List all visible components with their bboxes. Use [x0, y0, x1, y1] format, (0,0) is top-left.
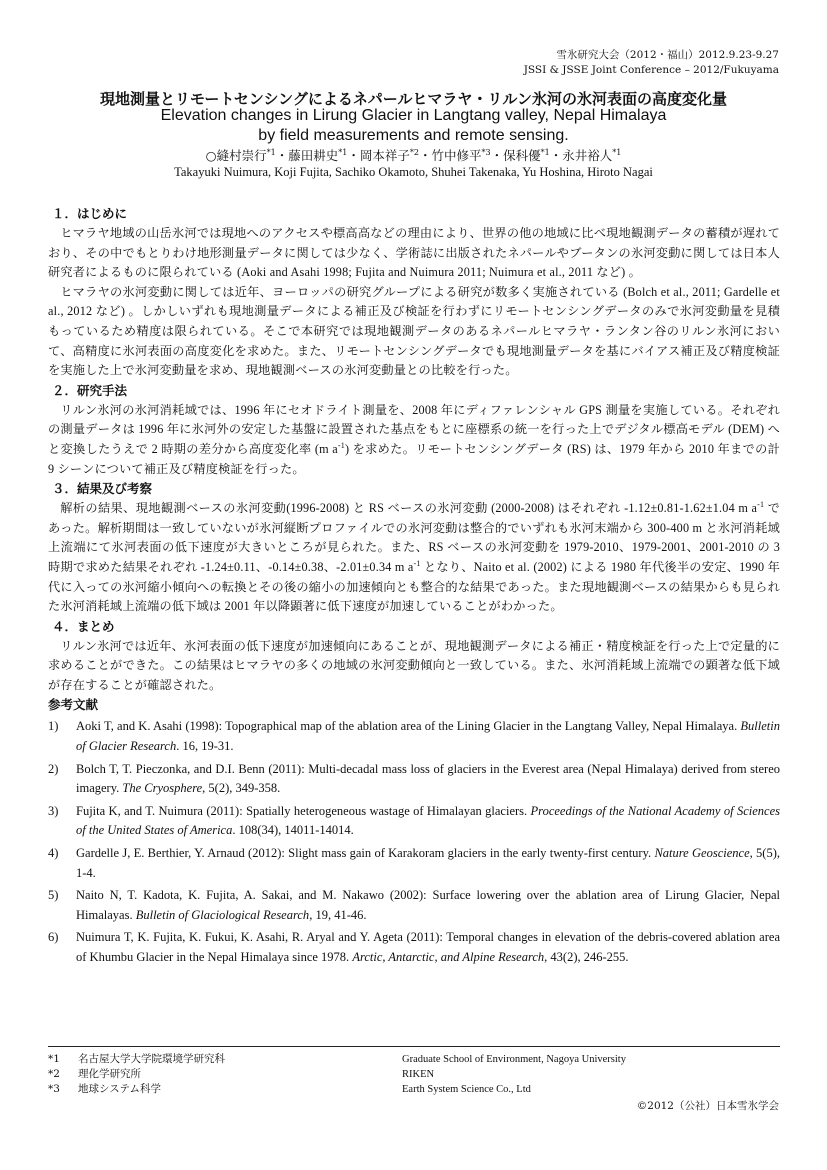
reference-item	[48, 802, 780, 841]
footnote-mark: *3	[48, 1083, 60, 1095]
author-name: 藤田耕史	[288, 148, 339, 163]
footnote-mark: *2	[48, 1068, 60, 1080]
copyright-notice: ©2012（公社）日本雪氷学会	[636, 1100, 779, 1112]
unit-superscript: -1	[337, 440, 345, 450]
author-affiliation-mark: *1	[338, 147, 348, 157]
references-heading: 参考文献	[48, 697, 99, 713]
reference-journal: The Cryosphere	[122, 781, 203, 796]
reference-text: Bolch T, T. Pieczonka, and D.I. Benn (2011): Multi-decadal mass loss of glaciers in the Everest area (Nepal Himalaya) derived from stereo imagery.	[76, 761, 780, 796]
reference-item	[48, 844, 780, 883]
footnote-affiliation-en: RIKEN	[402, 1069, 435, 1080]
reference-journal: Nature Geoscience	[654, 846, 750, 861]
footnote-affiliation-ja: 名古屋大学大学院環境学研究科	[78, 1053, 225, 1065]
reference-details: , 19, 41-46.	[309, 907, 367, 922]
paper-body	[48, 204, 780, 971]
reference-number: 6)	[48, 930, 59, 945]
results-text-a: 解析の結果、現地観測ベースの氷河変動(1996-2008) と RS ベースの氷河変動 (2000-2008) はそれぞれ -1.12±0.81-1.62±1.04 m a	[60, 501, 758, 516]
conference-line-en: JSSI & JSSE Joint Conference – 2012/Fukuyama	[523, 64, 779, 76]
footnote-mark: *1	[48, 1053, 60, 1065]
reference-journal: Proceedings of the National Academy of Sciences of the United States of America	[76, 803, 780, 838]
reference-journal: Arctic, Antarctic, and Alpine Research	[352, 950, 545, 964]
intro-paragraph-1: ヒマラヤ地域の山岳氷河では現地へのアクセスや標高高などの理由により、世界の他の地域に比べ現地観測データの蓄積が遅れており、その中でもとりわけ地形測量データに関しては少なく、学術誌に出版されたネパールやブータンの氷河変動に関しては日本人研究者によるものに限られている (Aoki and Asahi 1998; Fujita and Nuimura 2011; Nuimura et al., 2011 など) 。	[48, 226, 780, 280]
authors-english: Takayuki Nuimura, Koji Fujita, Sachiko Okamoto, Shuhei Takenaka, Yu Hoshina, Hiroto Nagai	[174, 165, 653, 179]
title-japanese: 現地測量とリモートセンシングによるネパールヒマラヤ・リルン氷河の氷河表面の高度変化量	[99, 90, 728, 108]
section-heading-summary: ４．まとめ	[52, 618, 115, 634]
footnote-row	[48, 1052, 780, 1067]
reference-number: 4)	[48, 846, 59, 861]
author-affiliation-mark: *1	[612, 147, 622, 157]
reference-journal: Bulletin of Glaciological Research	[135, 907, 310, 922]
affiliation-footnotes	[48, 1052, 780, 1097]
reference-text: Gardelle J, E. Berthier, Y. Arnaud (2012): Slight mass gain of Karakoram glaciers in the early twenty-first century.	[76, 846, 655, 861]
footnote-affiliation-ja: 地球システム科学	[78, 1083, 161, 1095]
reference-text: Nuimura T, K. Fujita, K. Fukui, K. Asahi, R. Aryal and Y. Ageta (2011): Temporal changes in elevation of the debris-covered ablation area of Khumbu Glacier in the Nepal Himalaya since 1978.	[76, 930, 780, 964]
methods-text-b: ) を求めた。リモートセンシングデータ (RS) は、1979 年から 2010 年までの計 9 シーンについて補正及び精度検証を行った。	[48, 441, 780, 476]
footnote-row	[48, 1082, 780, 1097]
unit-superscript: -1	[413, 558, 421, 568]
title-english-line1: Elevation changes in Lirung Glacier in Langtang valley, Nepal Himalaya	[160, 107, 667, 124]
author-name: 保科優	[503, 148, 541, 163]
author-affiliation-mark: *2	[409, 147, 419, 157]
reference-number: 5)	[48, 888, 59, 903]
unit-superscript: -1	[757, 500, 765, 510]
footnote-affiliation-en: Graduate School of Environment, Nagoya University	[402, 1054, 626, 1065]
section-heading-intro: １．はじめに	[52, 206, 128, 221]
reference-item	[48, 760, 780, 799]
section-heading-results: ３．結果及び考察	[52, 481, 153, 497]
footnote-affiliation-ja: 理化学研究所	[78, 1068, 141, 1080]
summary-paragraph: リルン氷河では近年、氷河表面の低下速度が加速傾向にあることが、現地観測データによる補正・精度検証を行った上で定量的に求めることができた。この結果はヒマラヤの多くの地域の氷河変動傾向と一致している。また、氷河消耗域上流端での顕著な低下域が存在することが確認された。	[48, 638, 780, 692]
footnote-affiliation-en: Earth System Science Co., Ltd	[402, 1084, 531, 1095]
reference-journal: Bulletin of Glacier Research	[76, 719, 780, 754]
methods-paragraph	[48, 401, 780, 479]
author-affiliation-mark: *3	[481, 147, 491, 157]
author-name: ○縫村崇行	[205, 148, 267, 163]
results-text-b: であった。解析期間は一致していないが氷河縦断プロファイルでの氷河変動は整合的でいずれも氷河末端から 300-400 m と氷河消耗域上流端にて氷河表面の低下速度が大きいところが見られた。また、RS ベースの氷河変動を 1979-2010、1979-2001、2001-2010 の 3 時期で求めた結果それぞれ -1.24±0.11、-0.14±0.38、-2.01±0.34 m a	[48, 501, 780, 574]
reference-text: Fujita K, and T. Nuimura (2011): Spatially heterogeneous wastage of Himalayan glaciers.	[76, 803, 531, 818]
author-name: 竹中修平	[431, 148, 482, 163]
title-english-line2: by field measurements and remote sensing.	[258, 127, 569, 144]
reference-details: , 5(5), 1-4.	[76, 846, 781, 880]
reference-number: 1)	[48, 719, 59, 734]
reference-details: , 5(2), 349-358.	[202, 781, 281, 796]
conference-line-ja: 雪氷研究大会（2012・福山）2012.9.23-9.27	[556, 49, 779, 61]
reference-details: . 16, 19-31.	[176, 739, 234, 754]
reference-item	[48, 717, 780, 756]
reference-item	[48, 886, 780, 925]
intro-paragraph-2: ヒマラヤの氷河変動に関しては近年、ヨーロッパの研究グループによる研究が数多く実施されている (Bolch et al., 2011; Gardelle et al., 2012 など) 。しかしいずれも現地測量データによる補正及び検証を行わずにリモートセンシングデータのみで氷河変動量を見積もっているため精度は限られている。そこで本研究では現地観測データのあるネパールヒマラヤ・ランタン谷のリルン氷河において、高精度に氷河表面の高度変化を求めた。また、リモートセンシングデータでも現地測量データを基にバイアス補正及び精度検証を実施した上で氷河変動量を求め、現地観測ベースの氷河変動量との比較を行った。	[48, 284, 780, 378]
reference-number: 3)	[48, 803, 59, 818]
author-name: 永井裕人	[562, 148, 613, 163]
footnote-row	[48, 1067, 780, 1082]
methods-text-a: リルン氷河の氷河消耗域では、1996 年にセオドライト測量を、2008 年にディファレンシャル GPS 測量を実施している。それぞれの測量データは 1996 年に氷河外の安定した基盤に設置された基点をもとに座標系の統一を行った上でデジタル標高モデル (DEM) へと変換したうえで 2 時期の差分から高度変化率 (m a	[48, 402, 780, 456]
author-affiliation-mark: *1	[540, 147, 550, 157]
reference-text: Aoki T, and K. Asahi (1998): Topographical map of the ablation area of the Lining Glacier in the Langtang Valley, Nepal Himalaya.	[76, 719, 741, 734]
reference-details: , 43(2), 246-255.	[544, 950, 629, 964]
authors-japanese: ○縫村崇行$^{*1}$・藤田耕史$^{*1}$・岡本祥子$^{*2}$・竹中修平$^{*3}$・保科優$^{*1}$・永井裕人$^{*1}$	[205, 147, 622, 163]
footnote-divider	[48, 1046, 780, 1047]
reference-number: 2)	[48, 761, 59, 776]
results-paragraph	[48, 499, 780, 617]
results-text-c: となり、Naito et al. (2002) による 1980 年代後半の安定、1990 年代に入っての氷河縮小傾向への転換とその後の縮小の加速傾向とも整合的な結果であった。また現地観測ベースの結果からも見られた氷河消耗域上流端の低下域は 2001 年以降顕著に低下速度が加速していることがわかった。	[48, 559, 780, 614]
author-affiliation-mark: *1	[266, 147, 276, 157]
reference-item	[48, 928, 780, 967]
conference-header	[524, 48, 779, 78]
reference-details: . 108(34), 14011-14014.	[232, 823, 354, 838]
section-heading-methods: ２．研究手法	[52, 382, 128, 398]
references-list	[48, 717, 780, 967]
author-name: 岡本祥子	[359, 148, 410, 163]
reference-text: Naito N, T. Kadota, K. Fujita, A. Sakai, and M. Nakawo (2002): Surface lowering over the ablation area of Lirung Glacier, Nepal Himalayas.	[76, 888, 780, 922]
